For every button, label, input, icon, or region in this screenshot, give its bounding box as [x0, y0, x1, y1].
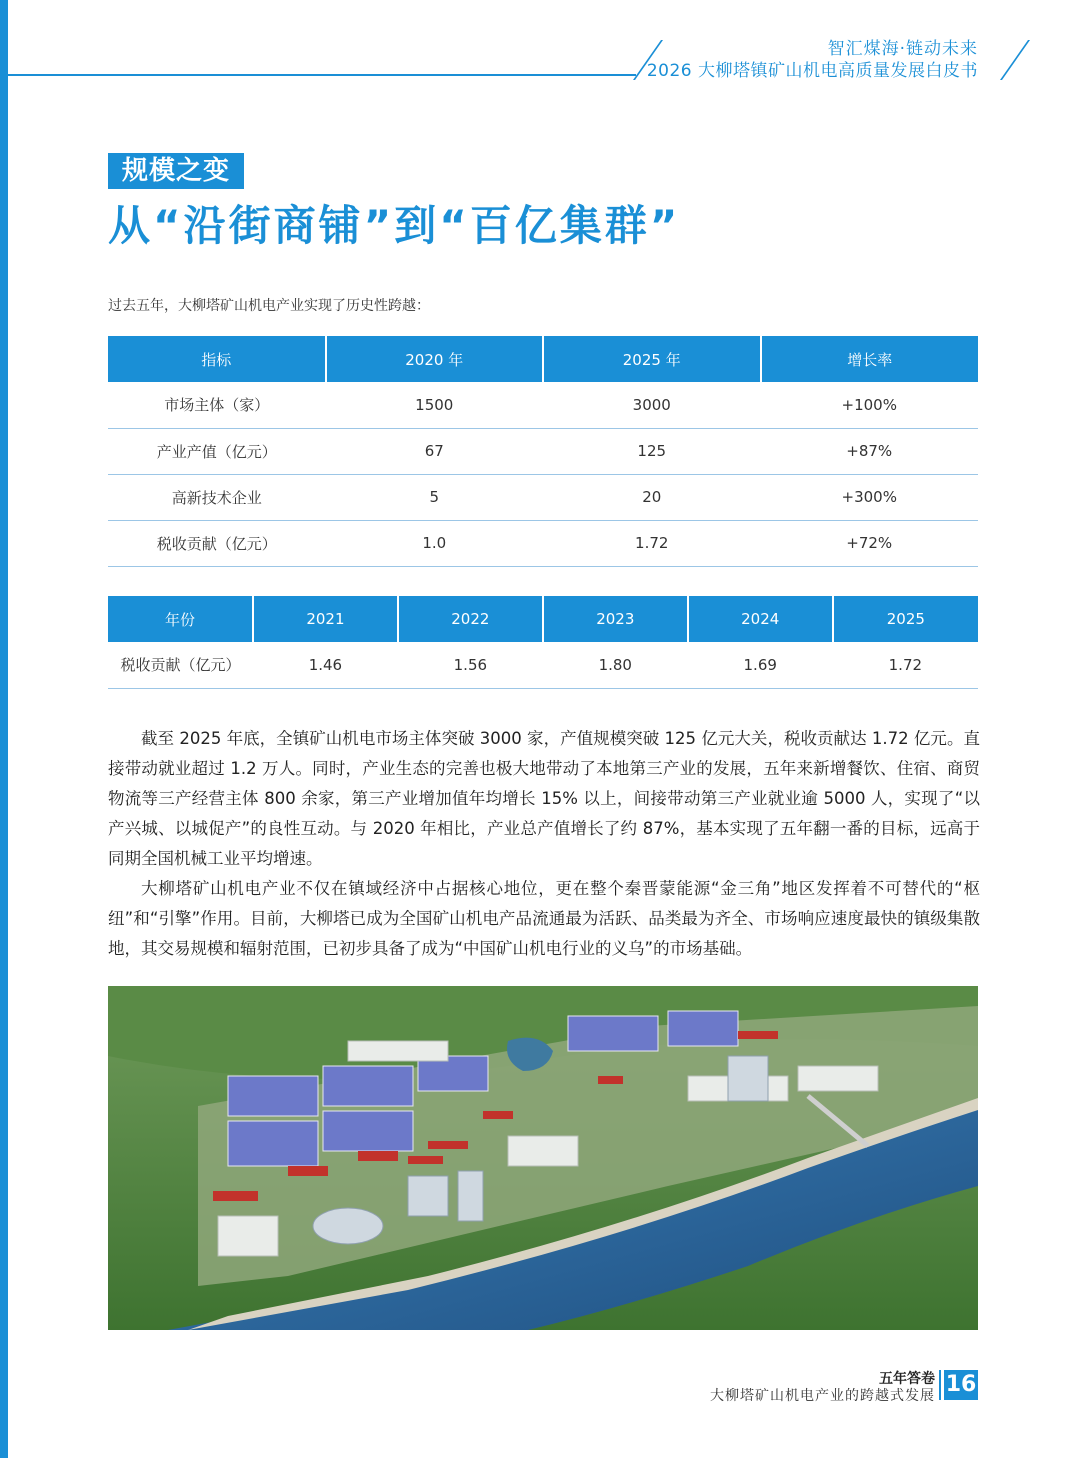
table-cell: 5: [326, 474, 544, 520]
table-cell: 市场主体（家）: [108, 382, 326, 428]
footer-divider: [939, 1370, 941, 1400]
table-cell: 税收贡献（亿元）: [108, 642, 253, 688]
table-row: [108, 642, 978, 688]
table-cell: 20: [543, 474, 761, 520]
roof-block: [568, 1016, 658, 1051]
header-book-title: 2026 大柳塔镇矿山机电高质量发展白皮书: [646, 61, 978, 81]
callout-label: [358, 1151, 398, 1161]
header-rule: [8, 74, 636, 76]
callout-label: [408, 1156, 443, 1164]
warehouse-row: [218, 1216, 278, 1256]
warehouse-row: [798, 1066, 878, 1091]
header-cell: 2022: [398, 596, 543, 642]
header-cell: 年份: [108, 596, 253, 642]
table-cell: 1.72: [543, 520, 761, 566]
running-header: [647, 38, 978, 82]
header-slash-right: [1000, 40, 1030, 80]
building: [408, 1176, 448, 1216]
table-header-row: [108, 596, 978, 642]
callout-label: [428, 1141, 468, 1149]
callout-label: [598, 1076, 623, 1084]
table-cell: 产业产值（亿元）: [108, 428, 326, 474]
table-cell: 67: [326, 428, 544, 474]
aerial-rendering-image: [108, 986, 978, 1330]
growth-indicator-table: [108, 336, 978, 567]
header-cell: 2023: [543, 596, 688, 642]
aerial-illustration: [108, 986, 978, 1330]
table-cell: 高新技术企业: [108, 474, 326, 520]
table-header-row: [108, 336, 978, 382]
table-cell: 1.80: [543, 642, 688, 688]
table-cell: 税收贡献（亿元）: [108, 520, 326, 566]
roof-block: [323, 1066, 413, 1106]
header-cell: 指标: [108, 336, 326, 382]
table-cell: 1.46: [253, 642, 398, 688]
header-cell: 2025 年: [543, 336, 761, 382]
table-cell: 1.72: [833, 642, 978, 688]
tax-by-year-table: [108, 596, 978, 689]
table-cell: 125: [543, 428, 761, 474]
page-title: 从“沿街商铺”到“百亿集群”: [108, 201, 681, 250]
table-cell: +87%: [761, 428, 979, 474]
roof-block: [668, 1011, 738, 1046]
table-row: [108, 520, 978, 566]
callout-label: [483, 1111, 513, 1119]
warehouse-row: [508, 1136, 578, 1166]
table-cell: +300%: [761, 474, 979, 520]
section-tag: 规模之变: [108, 153, 244, 189]
header-cell: 2021: [253, 596, 398, 642]
roof-block: [228, 1076, 318, 1116]
table-cell: 1.0: [326, 520, 544, 566]
table-row: [108, 474, 978, 520]
body-paragraph: 截至 2025 年底，全镇矿山机电市场主体突破 3000 家，产值规模突破 125 亿元大关，税收贡献达 1.72 亿元。直接带动就业超过 1.2 万人。同时，产业生态的完善也极大地带动了本地第三产业的发展，五年来新增餐饮、住宿、商贸物流等三产经营主体 800 余家，第三产业增加值年均增长 15% 以上，间接带动第三产业就业逾 5000 人，实现了“以产兴城、以城促产”的良性互动。与 2020 年相比，产业总产值增长了约 87%，基本实现了五年翻一番的目标，远高于同期全国机械工业平均增速。: [108, 729, 980, 868]
body-paragraph: 大柳塔矿山机电产业不仅在镇域经济中占据核心地位，更在整个秦晋蒙能源“金三角”地区发挥着不可替代的“枢纽”和“引擎”作用。目前，大柳塔已成为全国矿山机电产品流通最为活跃、品类最为齐全、市场响应速度最快的镇级集散地，其交易规模和辐射范围，已初步具备了成为“中国矿山机电行业的义乌”的市场基础。: [108, 879, 980, 958]
table-cell: 3000: [543, 382, 761, 428]
footer-chapter-title: 五年答卷: [879, 1371, 935, 1387]
footer-chapter-subtitle: 大柳塔矿山机电产业的跨越式发展: [710, 1388, 935, 1404]
table-cell: +100%: [761, 382, 979, 428]
header-cell: 增长率: [761, 336, 979, 382]
table-row: [108, 382, 978, 428]
left-accent-bar: [0, 0, 8, 1458]
header-cell: 2020 年: [326, 336, 544, 382]
callout-label: [213, 1191, 258, 1201]
dome-building: [313, 1208, 383, 1244]
callout-label: [738, 1031, 778, 1039]
table-row: [108, 428, 978, 474]
table-cell: +72%: [761, 520, 979, 566]
table-cell: 1.69: [688, 642, 833, 688]
header-cell: 2024: [688, 596, 833, 642]
header-cell: 2025: [833, 596, 978, 642]
callout-label: [288, 1166, 328, 1176]
intro-text: 过去五年，大柳塔矿山机电产业实现了历史性跨越：: [108, 298, 430, 314]
roof-block: [323, 1111, 413, 1151]
building: [728, 1056, 768, 1101]
building: [458, 1171, 483, 1221]
page-number: 16: [944, 1370, 978, 1400]
roof-block: [228, 1121, 318, 1166]
warehouse-row: [348, 1041, 448, 1061]
table-cell: 1500: [326, 382, 544, 428]
table-cell: 1.56: [398, 642, 543, 688]
header-slogan: 智汇煤海·链动未来: [827, 39, 978, 59]
